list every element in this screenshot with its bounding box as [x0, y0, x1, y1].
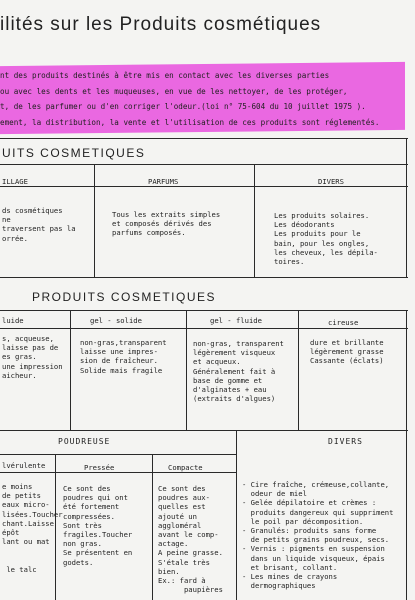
- table3-divider-2: [152, 454, 153, 600]
- intro-line-2: ou avec les dents et les muqueuses, en vue de les nettoyer, de les protéger,: [0, 86, 348, 96]
- table3-compacte-text: Ce sont des poudres aux- quelles est ajouté un aggloméral avant le comp- actage. A peine grasse. S'étale très bien. Ex.: fard à paupières: [158, 484, 223, 595]
- intro-paragraph: [0, 68, 415, 130]
- table1-right-border: [406, 138, 407, 278]
- table2-divider-3: [298, 310, 299, 430]
- table1-top-border: [0, 138, 408, 139]
- table1-col-divers: DIVERS: [318, 177, 344, 186]
- table2-subheader-rule: [0, 328, 408, 329]
- table1-divider-1: [94, 164, 95, 278]
- table3-col-pressee: Pressée: [84, 463, 115, 472]
- table2-header: PRODUITS COSMETIQUES: [32, 290, 217, 304]
- table3-header-rule: [0, 454, 236, 455]
- table1-col-parfums: PARFUMS: [148, 177, 179, 186]
- table3-divider-main: [236, 430, 237, 600]
- table2-col-gel-fluide: gel - fluide: [210, 316, 262, 325]
- table1-divers-text: Les produits solaires. Les déodorants Les produits pour le bain, pour les ongles, les cheveux, les dépila- toires.: [274, 211, 378, 267]
- table1-maquillage-text: ds cosmétiques ne traversent pas la orrée.: [2, 206, 76, 243]
- table3-header-divers: DIVERS: [328, 437, 363, 446]
- table3-col-pulverulente: lvérulente: [2, 461, 46, 470]
- table1-header: UITS COSMETIQUES: [2, 146, 146, 160]
- table3-pressee-text: Ce sont des poudres qui ont été fortement compressées. Sont très fragiles.Toucher non gras. Se présentent en godets.: [63, 484, 133, 567]
- table3-col-compacte: Compacte: [168, 463, 203, 472]
- table3-subheader-rule: [0, 472, 236, 473]
- intro-line-3: t, de les parfumer ou d'en corriger l'odeur.(loi n° 75-604 du 10 juillet 1975 ).: [0, 102, 366, 111]
- table2-gel-solide-text: non-gras,transparent laisse une impres- sion de fraîcheur. Solide mais fragile: [80, 338, 167, 375]
- table2-col-cireuse: cireuse: [328, 318, 359, 327]
- table1-divider-2: [254, 164, 255, 278]
- table3-divers-text: - Cire fraîche, crémeuse,collante, odeur de miel - Gelée dépilatoire et crèmes : produits dangereux qui suppriment le poil par décomposition. - Granulés: produits sans forme de petits grains poudreux, secs. - Vernis : pigments en suspension dans un liquide visqueux, épais et brisant, collant. - Les mines de crayons dermographiques: [242, 480, 394, 591]
- table2-col-fluide: luide: [2, 316, 24, 325]
- table1-subheader-rule: [0, 186, 408, 187]
- table1-col-maquillage: ILLAGE: [2, 177, 28, 186]
- table2-header-rule: [0, 310, 408, 311]
- table2-gel-fluide-text: non-gras, transparent légèrement visqueux et acqueux. Généralement fait à base de gomme et d'alginates + eau (extraits d'algues): [193, 339, 284, 404]
- intro-line-1: nt des produits destinés à être mis en contact avec les diverses parties: [0, 71, 330, 80]
- table2-cireuse-text: dure et brillante légèrement grasse Cassante (éclats): [310, 338, 384, 366]
- table1-header-rule: [0, 164, 408, 165]
- table1-bottom-border: [0, 277, 408, 278]
- intro-line-4: ement, la distribution, la vente et l'utilisation de ces produits sont réglementés.: [0, 117, 380, 127]
- table2-fluide-text: s, acqueuse, laisse pas de es gras. une impression aicheur.: [2, 334, 63, 380]
- table2-divider-2: [186, 310, 187, 430]
- table3-right-border: [406, 430, 407, 600]
- table2-bottom-border: [0, 430, 408, 431]
- table2-divider-1: [70, 310, 71, 430]
- page-title: ilités sur les Produits cosmétiques: [0, 14, 322, 35]
- table1-parfums-text: Tous les extraits simples et composés dérivés des parfums composés.: [112, 210, 221, 238]
- table3-header-poudreuse: POUDREUSE: [58, 437, 111, 446]
- table2-col-gel-solide: gel - solide: [90, 316, 142, 325]
- table3-pulverulente-text: e moins de petits eaux micro- lisées.Toucher chant.Laisse épôt lant ou mat le talc: [2, 482, 63, 574]
